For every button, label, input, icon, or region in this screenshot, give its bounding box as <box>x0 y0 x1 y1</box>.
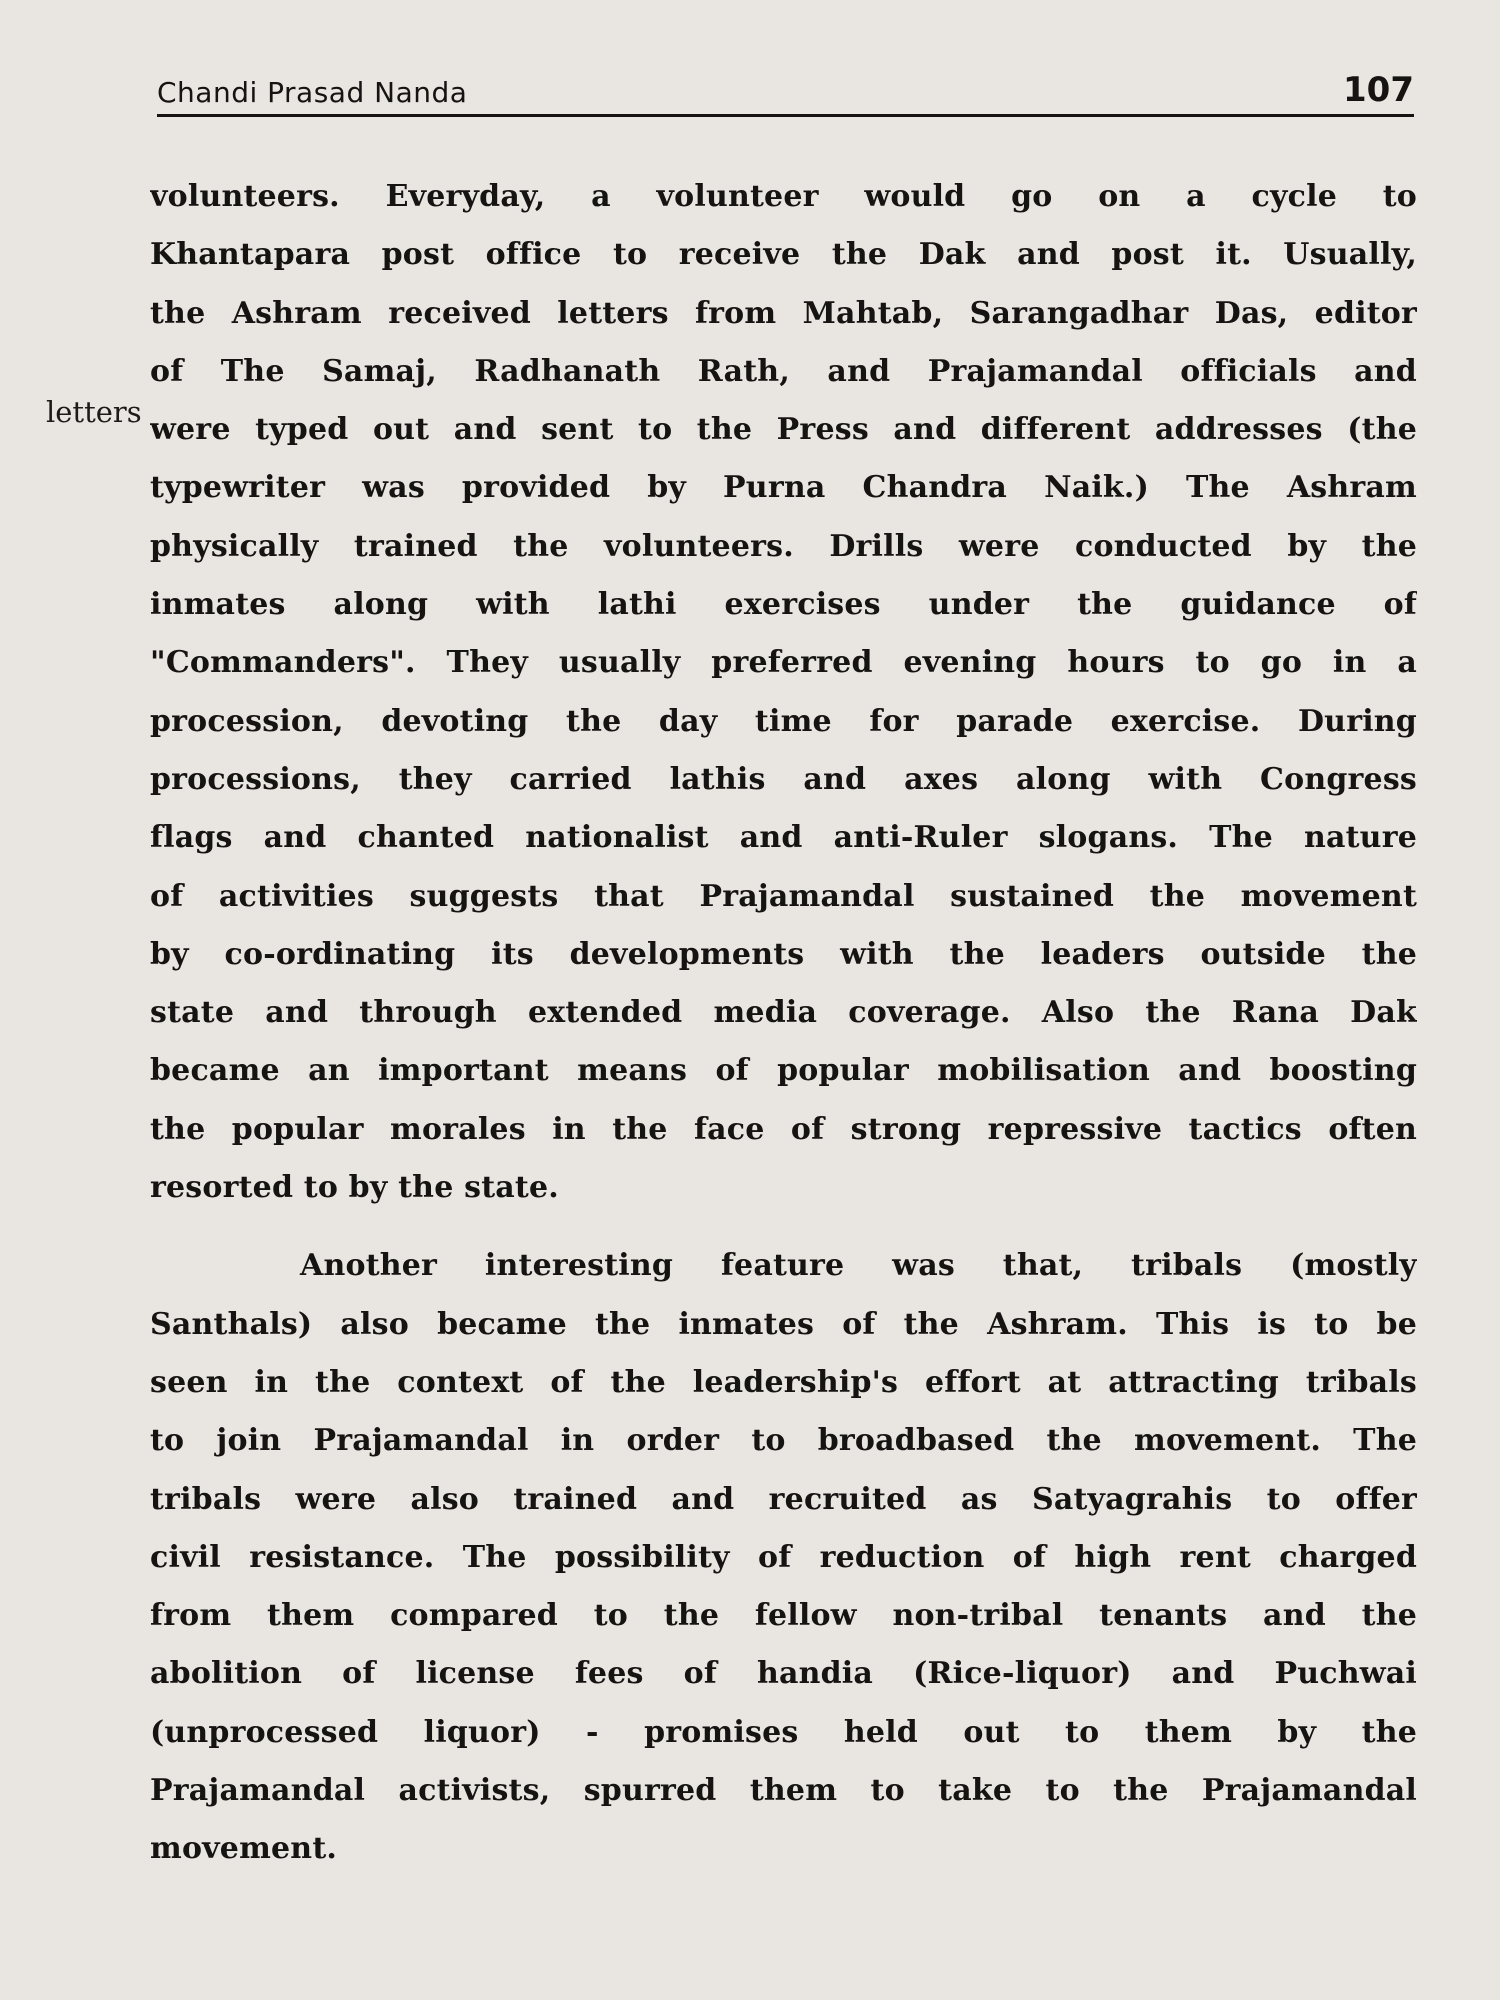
text-line: of activities suggests that Prajamandal sustained the movement <box>150 878 1417 914</box>
page-header <box>157 70 1414 116</box>
text-line: resorted to by the state. <box>150 1170 559 1206</box>
page-number: 107 <box>1343 70 1414 110</box>
text-line: by co-ordinating its developments with the leaders outside the <box>150 936 1417 972</box>
text-line: from them compared to the fellow non-tribal tenants and the <box>150 1598 1417 1634</box>
text-line: volunteers. Everyday, a volunteer would go on a cycle to <box>150 179 1417 214</box>
header-rule <box>157 114 1414 117</box>
text-line: state and through extended media coverage. Also the Rana Dak <box>150 995 1417 1031</box>
text-line: civil resistance. The possibility of reduction of high rent charged <box>150 1539 1417 1575</box>
margin-note: letters <box>46 395 142 429</box>
text-line: were typed out and sent to the Press and different addresses (the <box>150 412 1417 448</box>
text-line: Santhals) also became the inmates of the Ashram. This is to be <box>150 1306 1417 1342</box>
text-line: processions, they carried lathis and axes along with Congress <box>150 761 1417 797</box>
text-line: Khantapara post office to receive the Dak and post it. Usually, <box>150 237 1417 273</box>
text-line: the Ashram received letters from Mahtab, Sarangadhar Das, editor <box>150 295 1417 331</box>
text-line: tribals were also trained and recruited as Satyagrahis to offer <box>150 1481 1417 1517</box>
text-line: procession, devoting the day time for parade exercise. During <box>150 703 1417 739</box>
text-line: inmates along with lathi exercises under the guidance of <box>150 587 1417 623</box>
text-line: "Commanders". They usually preferred evening hours to go in a <box>150 645 1417 681</box>
text-line: to join Prajamandal in order to broadbased the movement. The <box>150 1423 1417 1459</box>
text-line: the popular morales in the face of strong repressive tactics often <box>150 1111 1417 1147</box>
body-text <box>150 168 1417 1879</box>
text-line: flags and chanted nationalist and anti-Ruler slogans. The nature <box>150 820 1417 856</box>
text-line: Another interesting feature was that, tribals (mostly <box>300 1248 1417 1284</box>
text-line: physically trained the volunteers. Drills were conducted by the <box>150 528 1417 564</box>
text-line: seen in the context of the leadership's effort at attracting tribals <box>150 1364 1417 1400</box>
text-line: abolition of license fees of handia (Rice-liquor) and Puchwai <box>150 1656 1417 1692</box>
text-line: Prajamandal activists, spurred them to take to the Prajamandal <box>150 1773 1417 1809</box>
text-line: movement. <box>150 1831 338 1867</box>
text-line: became an important means of popular mobilisation and boosting <box>150 1053 1417 1089</box>
text-line: typewriter was provided by Purna Chandra Naik.) The Ashram <box>150 470 1417 506</box>
text-line: (unprocessed liquor) - promises held out to them by the <box>150 1714 1417 1750</box>
text-line: of The Samaj, Radhanath Rath, and Prajamandal officials and <box>150 353 1417 389</box>
running-head: Chandi Prasad Nanda <box>157 76 468 109</box>
